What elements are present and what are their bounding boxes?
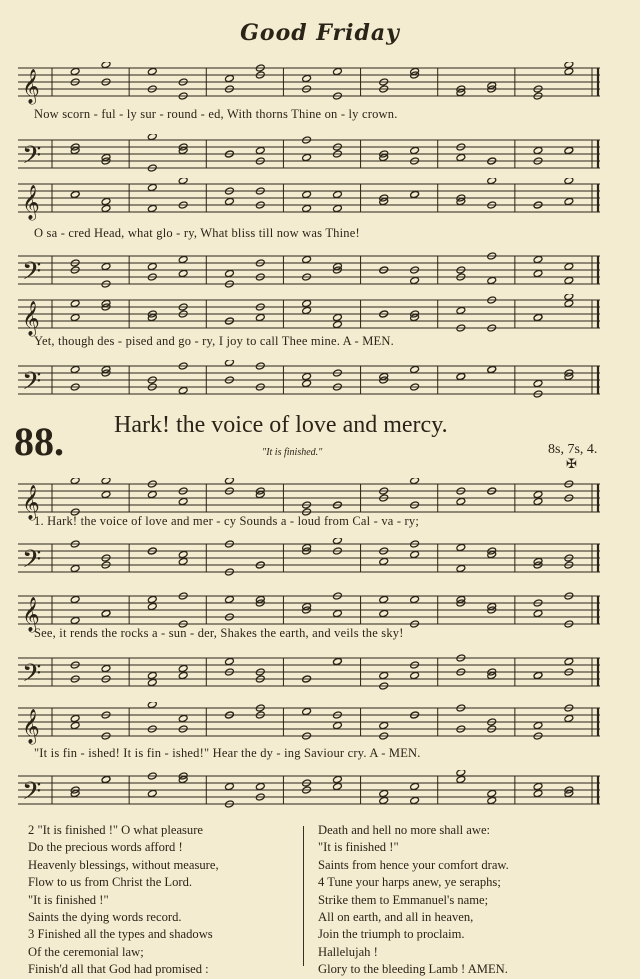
verse-line: 4 Tune your harps anew, ye seraphs; [318, 875, 501, 890]
verse-line: "It is finished !" [318, 840, 399, 855]
page-title: Good Friday [240, 20, 400, 46]
bass-staff [14, 360, 604, 404]
bass-staff [14, 538, 604, 582]
cross-icon: ✠ [566, 457, 577, 472]
lyric-line: O sa - cred Head, what glo - ry, What bliss till now was Thine! [34, 226, 360, 240]
svg-text:𝄢: 𝄢 [22, 659, 42, 694]
verses-right-column [318, 822, 509, 979]
bass-staff [14, 652, 604, 696]
verse-line: Death and hell no more shall awe: [318, 823, 491, 837]
verse-line: 3 Finished all the types and shadows [28, 927, 213, 942]
verse-line: Do the precious words afford ! [28, 840, 183, 855]
svg-text:𝄞: 𝄞 [22, 597, 40, 632]
treble-staff [14, 702, 604, 746]
bass-staff [14, 250, 604, 294]
verse-line: Heavenly blessings, without measure, [28, 857, 219, 872]
lyric-line: 1. Hark! the voice of love and mer - cy Sounds a - loud from Cal - va - ry; [34, 514, 420, 528]
hymn-title: Hark! the voice of love and mercy. [114, 412, 448, 438]
verse-line: Of the ceremonial law; [28, 944, 144, 959]
treble-staff [14, 178, 604, 222]
verse-line: Finish'd all that God had promised : [28, 962, 209, 977]
svg-text:𝄢: 𝄢 [22, 257, 42, 292]
verses-left-column [28, 822, 219, 979]
treble-staff [14, 62, 604, 106]
bass-staff [14, 134, 604, 178]
svg-text:𝄢: 𝄢 [22, 545, 42, 580]
lyric-line: Now scorn - ful - ly sur - round - ed, With thorns Thine on - ly crown. [34, 107, 398, 121]
svg-text:𝄞: 𝄞 [22, 301, 40, 336]
treble-staff [14, 294, 604, 338]
hymn-subtitle: "It is finished." [262, 447, 323, 458]
verse-line: Strike them to Emmanuel's name; [318, 892, 489, 907]
verse-line: Saints from hence your comfort draw. [318, 857, 509, 872]
bass-staff [14, 770, 604, 814]
svg-text:𝄢: 𝄢 [22, 141, 42, 176]
verse-line: Glory to the bleeding Lamb ! AMEN. [318, 962, 508, 977]
lyric-line: Yet, though des - pised and go - ry, I joy to call Thee mine. A - MEN. [34, 334, 394, 348]
verse-line: All on earth, and all in heaven, [318, 909, 474, 924]
hymn-meter: 8s, 7s, 4. [548, 442, 598, 457]
svg-text:𝄞: 𝄞 [22, 709, 40, 744]
svg-text:𝄢: 𝄢 [22, 777, 42, 812]
svg-text:𝄞: 𝄞 [22, 485, 40, 520]
verse-line: Saints the dying words record. [28, 909, 182, 924]
column-divider [303, 826, 304, 966]
hymn-number: 88. [14, 419, 64, 464]
verse-line: Flow to us from Christ the Lord. [28, 875, 193, 890]
svg-text:𝄢: 𝄢 [22, 367, 42, 402]
lyric-line: See, it rends the rocks a - sun - der, Shakes the earth, and veils the sky! [34, 626, 404, 640]
lyric-line: "It is fin - ished! It is fin - ished!" Hear the dy - ing Saviour cry. A - MEN. [34, 746, 421, 760]
svg-text:𝄞: 𝄞 [22, 185, 40, 220]
verse-line: Hallelujah ! [318, 944, 378, 959]
verse-line: 2 "It is finished !" O what pleasure [28, 823, 204, 837]
verse-line: "It is finished !" [28, 892, 109, 907]
verse-line: Join the triumph to proclaim. [318, 927, 465, 942]
svg-text:𝄞: 𝄞 [22, 69, 40, 104]
